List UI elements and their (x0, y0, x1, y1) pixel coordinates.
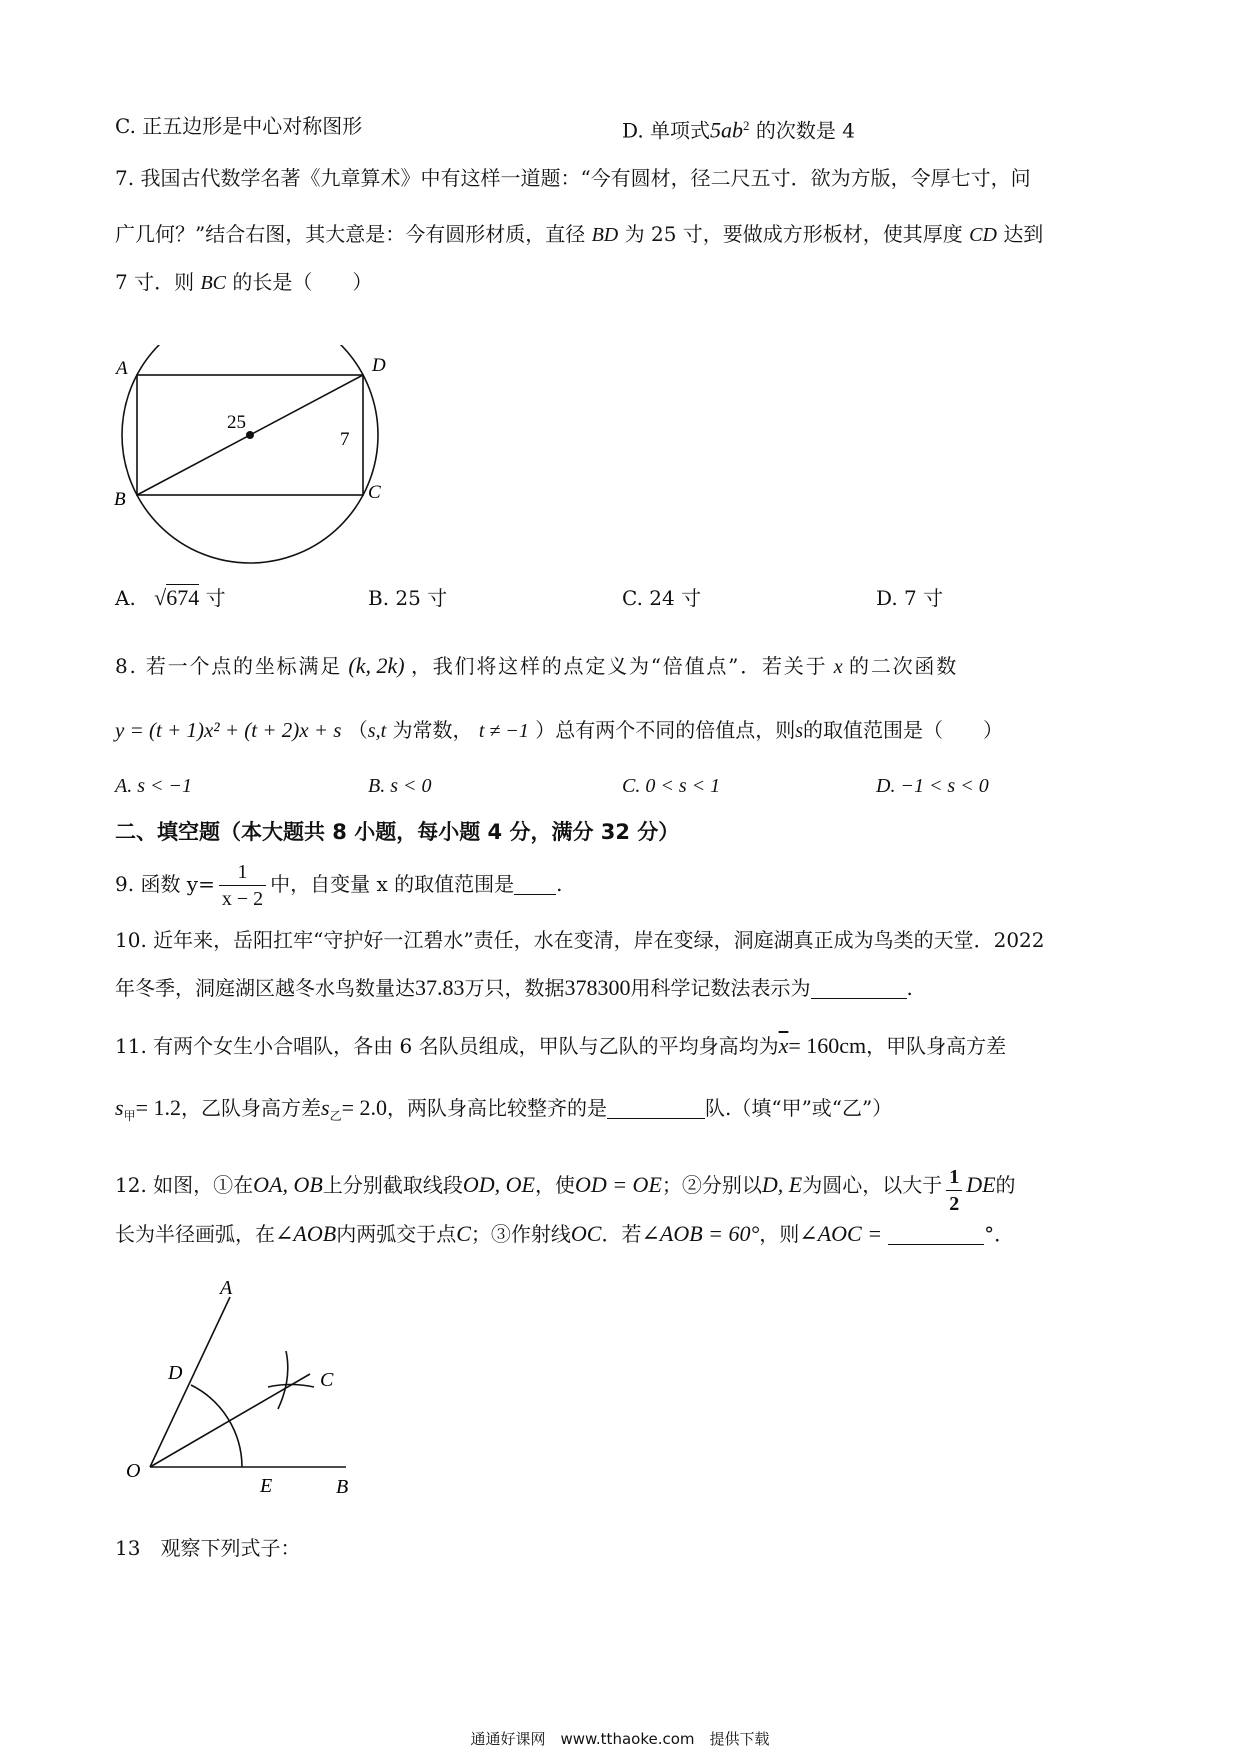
q10-end: . (906, 976, 913, 1000)
q12-line-1-d: ；②分别以 (661, 1173, 762, 1197)
q8-line-2-a: （ (347, 718, 368, 742)
q7-line-3-b: 的长是（ ） (232, 270, 373, 294)
q7-option-d: D. 7 寸 (876, 586, 944, 610)
q8-line-1-c: 的二次函数 (849, 654, 959, 678)
q11-line-2-b: ，两队身高比较整齐的是 (387, 1096, 607, 1120)
q12-odoe: OD, OE (462, 1172, 535, 1197)
q12-line-2-a: 长为半径画弧，在 (115, 1222, 275, 1246)
q9-suffix: 中，自变量 x 的取值范围是 (270, 872, 515, 896)
q8-option-a: A. s < −1 (115, 775, 192, 797)
q7-center-point (246, 431, 254, 439)
q8-condition: t ≠ −1 (478, 720, 529, 742)
q8-line-1-a: 8. 若一个点的坐标满足 (115, 654, 343, 678)
q6-option-d-prefix: D. 单项式 (622, 118, 711, 143)
q7-option-c: C. 24 寸 (622, 586, 702, 610)
q12-half-fraction (946, 1164, 962, 1217)
q12-line-2-d: ．若 (601, 1222, 642, 1246)
q12-de-points: D, E (761, 1172, 803, 1197)
q7-label-side: 7 (340, 429, 350, 450)
q11-mean-value: = 160cm (788, 1033, 867, 1058)
q12-ask: ∠AOC = (799, 1221, 883, 1246)
q10-line-2-b: 万只，数据 (464, 976, 565, 1000)
q8-st: s,t (367, 720, 387, 742)
q9-fraction (219, 859, 266, 912)
q7-option-a-sqrt: √674 (154, 585, 200, 610)
q12-label-c: C (320, 1369, 334, 1391)
q6-option-d-expr: 5ab (710, 117, 744, 143)
q6-option-d (622, 112, 855, 145)
q11-variance-jia: = 1.2 (135, 1095, 181, 1120)
q12-line-1-b: 上分别截取线段 (322, 1173, 463, 1197)
q11-variance-yi: = 2.0 (341, 1095, 387, 1120)
q11-s-jia: s (115, 1095, 124, 1120)
q9-fraction-num: 1 (219, 859, 266, 886)
q12-line-1-a: 12. 如图，①在 (115, 1173, 254, 1197)
q12-label-a: A (220, 1277, 233, 1299)
q12-label-b: B (336, 1476, 349, 1498)
q8-line-2-d: 的取值范围是（ ） (803, 718, 1004, 742)
q11-sub-yi: 乙 (329, 1109, 342, 1123)
q12-line-2-b: 内两弧交于点 (336, 1222, 457, 1246)
q7-line-3-a: 7 寸．则 (115, 270, 195, 294)
q7-bd: BD (591, 224, 619, 246)
q10-line-2-a: 年冬季，洞庭湖区越冬水鸟数量达 (115, 976, 415, 1000)
q8-option-b: B. s < 0 (368, 775, 432, 797)
q8-line-2-c: ）总有两个不同的倍值点，则 (535, 718, 796, 742)
q8-line-2-b: 为常数， (392, 718, 473, 742)
q9-answer-blank[interactable] (514, 874, 556, 895)
q8-line-1 (115, 652, 958, 681)
q11-line-2 (115, 1094, 892, 1130)
q12-end: °． (984, 1222, 1015, 1246)
q10-line-2 (115, 974, 913, 1002)
q7-line-2-b: 为 25 寸，要做成方形板材，使其厚度 (624, 222, 963, 246)
q10-line-1: 10. 近年来，岳阳扛牢“守护好一江碧水”责任，水在变清，岸在变绿，洞庭湖真正成为鸟类的天堂．2022 (115, 928, 1045, 952)
q11-line-1 (115, 1032, 1006, 1060)
q12-ray-oc: OC (570, 1221, 602, 1246)
q9-end: . (556, 872, 563, 896)
q12-arc-de (191, 1385, 242, 1467)
q7-label-a: A (116, 358, 128, 379)
q7-label-diameter: 25 (227, 412, 246, 433)
q6-option-d-exp: 2 (743, 118, 750, 133)
q11-sub-jia: 甲 (123, 1109, 136, 1123)
q6-option-c: C. 正五边形是中心对称图形 (115, 114, 363, 138)
q8-option-d: D. −1 < s < 0 (876, 775, 989, 797)
q8-line-1-b: ，我们将这样的点定义为“倍值点”．若关于 (410, 654, 828, 678)
q11-line-1-a: 11. 有两个女生小合唱队，各由 6 名队员组成，甲队与乙队的平均身高均为 (115, 1034, 779, 1058)
q12-ray-oa (150, 1297, 230, 1467)
q7-option-a-unit: 寸 (205, 586, 226, 610)
q12-angle-aob: ∠AOB (275, 1221, 337, 1246)
q7-label-c: C (368, 482, 381, 503)
q6-option-d-suffix: 的次数是 4 (755, 118, 855, 143)
q7-line-2 (115, 220, 1043, 249)
q7-option-a-label: A. (115, 586, 136, 610)
q12-condition: ∠AOB = 60° (641, 1221, 760, 1246)
q8-option-c: C. 0 < s < 1 (622, 775, 721, 797)
q12-line-2-c: ；③作射线 (470, 1222, 571, 1246)
q12-label-d: D (168, 1362, 183, 1384)
q7-option-a (115, 584, 226, 612)
q10-number-1: 37.83 (415, 975, 465, 1000)
q10-number-2: 378300 (564, 975, 631, 1000)
page-footer: 通通好课网 www.tthaoke.com 提供下载 (470, 1730, 770, 1748)
q11-s-yi: s (321, 1095, 330, 1120)
q12-line-2 (115, 1220, 1014, 1248)
q12-label-e: E (260, 1475, 273, 1497)
q12-line-1 (115, 1164, 1016, 1217)
q7-option-a-radicand: 674 (166, 585, 200, 610)
q8-point: (k, 2k) (348, 653, 405, 678)
q12-line-1-c: ，使 (534, 1173, 575, 1197)
q11-line-2-c: 队.（填“甲”或“乙”） (705, 1096, 893, 1120)
q12-line-2-e: ，则 (759, 1222, 800, 1246)
q8-x: x (833, 656, 843, 678)
q12-arc-from-e (278, 1351, 288, 1409)
q13-line: 13 观察下列式子： (115, 1536, 301, 1560)
q10-line-2-c: 用科学记数法表示为 (630, 976, 811, 1000)
q12-od-eq-oe: OD = OE (574, 1172, 662, 1197)
q7-line-3 (115, 268, 372, 297)
q9-fraction-den: x − 2 (221, 888, 264, 910)
section-2-heading: 二、填空题（本大题共 8 小题，每小题 4 分，满分 32 分） (115, 820, 680, 844)
q11-line-1-b: ，甲队身高方差 (866, 1034, 1007, 1058)
q7-label-b: B (114, 489, 126, 510)
q7-line-2-a: 广几何？”结合右图，其大意是：今有圆形材质，直径 (115, 222, 586, 246)
q12-angle-figure (118, 1275, 378, 1510)
q10-answer-blank[interactable] (811, 978, 907, 999)
q12-line-1-f: 的 (995, 1173, 1016, 1197)
q7-cd: CD (969, 224, 997, 246)
q12-fraction-num: 1 (946, 1164, 962, 1191)
q7-circle-figure (110, 345, 400, 575)
q12-answer-blank[interactable] (888, 1224, 984, 1245)
q7-line-2-c: 达到 (1003, 222, 1044, 246)
q9-prefix: 9. 函数 y= (115, 872, 215, 896)
q12-fraction-den: 2 (949, 1193, 960, 1215)
q7-bc: BC (200, 272, 227, 294)
q11-answer-blank[interactable] (607, 1098, 705, 1119)
q12-label-o: O (126, 1460, 141, 1482)
q7-circle (122, 345, 378, 563)
q8-line-2 (115, 716, 1003, 745)
q7-option-b: B. 25 寸 (368, 586, 448, 610)
q8-s: s (795, 720, 804, 742)
q7-label-d: D (372, 355, 386, 376)
q7-line-1: 7. 我国古代数学名著《九章算术》中有这样一道题：“今有圆材，径二尺五寸．欲为方版，令厚七寸，问 (115, 166, 1031, 190)
q11-line-2-a: ，乙队身高方差 (181, 1096, 321, 1120)
q11-xbar: $\overline{x}$ (778, 1033, 789, 1058)
q12-point-c: C (456, 1221, 471, 1246)
q9-line (115, 856, 563, 912)
q8-function: y = (t + 1)x² + (t + 2)x + s (115, 718, 342, 742)
q12-de-segment: DE (966, 1172, 996, 1197)
q12-oaob: OA, OB (253, 1172, 323, 1197)
q12-line-1-e: 为圆心，以大于 (802, 1173, 943, 1197)
